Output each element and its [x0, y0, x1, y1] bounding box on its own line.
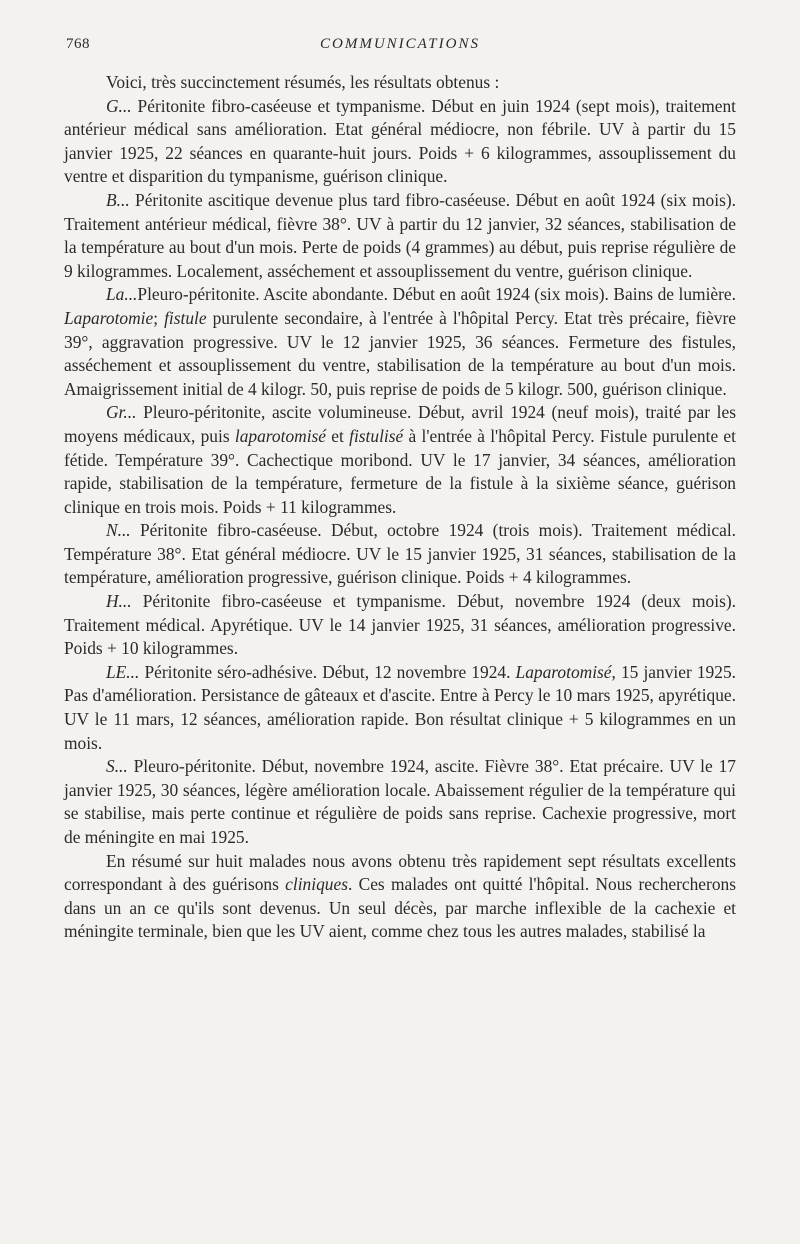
text-run: Péritonite fibro-caséeuse et tympanisme. Début, novembre 1924 (deux mois). Traitement médical. Apyrétique. UV le 14 janvier 1925, 31 séances, amélioration progressive. Poids + 10 kilogrammes.	[64, 591, 736, 659]
case-paragraph	[64, 283, 736, 401]
section-title: COMMUNICATIONS	[320, 36, 480, 52]
text-run: Pleuro-péritonite. Ascite abondante. Début en août 1924 (six mois). Bains de lumière.	[137, 284, 736, 305]
case-paragraph	[64, 590, 736, 661]
text-run: ;	[153, 307, 165, 328]
case-id: S...	[106, 756, 128, 777]
italic-term: cliniques	[285, 874, 348, 895]
italic-term: laparotomisé	[234, 425, 327, 446]
case-id: G...	[106, 95, 132, 116]
case-paragraph	[64, 661, 736, 755]
conclusion-paragraph	[64, 850, 736, 944]
text-run: et	[326, 425, 350, 446]
body-text	[64, 71, 736, 944]
running-head	[66, 36, 734, 58]
case-id: B...	[106, 189, 130, 210]
text-run: Péritonite séro-adhésive. Début, 12 novembre 1924.	[139, 661, 516, 682]
case-paragraph	[64, 95, 736, 189]
case-paragraph	[64, 401, 736, 519]
case-paragraph	[64, 189, 736, 283]
intro-paragraph: Voici, très succinctement résumés, les résultats obtenus :	[106, 72, 500, 92]
case-id: Gr...	[106, 402, 137, 423]
text-run: Péritonite ascitique devenue plus tard fibro-caséeuse. Début en août 1924 (six mois). Traitement antérieur médical, fièvre 38°. UV à partir du 12 janvier, 32 séances, stabilisation de la température au bout d'un mois. Perte de poids (4 grammes) au début, puis reprise régulière de 9 kilogrammes. Localement, asséchement et assouplissement du ventre, guérison clinique.	[64, 189, 736, 281]
case-id: N...	[106, 520, 131, 541]
italic-term: fistule	[164, 307, 207, 328]
case-id: LE...	[106, 661, 140, 682]
text-run: . Ces malades ont quitté l'hôpital. Nous rechercherons dans un an ce qu'ils sont devenus. Un seul décès, par marche inflexible de la cachexie et méningite terminale, bien que les UV aient, comme chez tous les autres malades, stabilisé la	[64, 874, 736, 942]
italic-term: Laparotomisé	[515, 661, 612, 682]
case-list	[64, 95, 736, 850]
case-id: H...	[106, 591, 132, 612]
italic-term: Laparotomie	[64, 307, 154, 328]
italic-term: fistulisé	[349, 425, 404, 446]
case-paragraph	[64, 755, 736, 849]
text-run: Péritonite fibro-caséeuse. Début, octobre 1924 (trois mois). Traitement médical. Température 38°. Etat général médiocre. UV le 15 janvier 1925, 31 séances, stabilisation de la température, amélioration progressive, guérison clinique. Poids + 4 kilogrammes.	[64, 520, 736, 588]
text-run: En résumé sur huit malades nous avons obtenu très rapidement sept résultats excellents correspondant à des guérisons	[64, 850, 736, 895]
case-id: La...	[106, 284, 138, 305]
page-number: 768	[66, 36, 90, 52]
text-run: Péritonite fibro-caséeuse et tympanisme. Début en juin 1924 (sept mois), traitement antérieur médical sans amélioration. Etat général médiocre, non fébrile. UV à partir du 15 janvier 1925, 22 séances en quarante-huit jours. Poids + 6 kilogrammes, assouplissement du ventre et disparition du tympanisme, guérison clinique.	[64, 95, 736, 187]
text-run: , 15 janvier 1925. Pas d'amélioration. Persistance de gâteaux et d'ascite. Entre à Percy le 10 mars 1925, apyrétique. UV le 11 mars, 12 séances, amélioration rapide. Bon résultat clinique + 5 kilogrammes en un mois.	[64, 661, 736, 753]
text-run: Pleuro-péritonite, ascite volumineuse. Début, avril 1924 (neuf mois), traité par les moyens médicaux, puis	[64, 402, 736, 446]
text-run: purulente secondaire, à l'entrée à l'hôpital Percy. Etat très précaire, fièvre 39°, aggravation progressive. UV le 12 janvier 1925, 36 séances. Fermeture des fistules, asséchement et assouplissement du ventre, stabilisation de la température au bout d'un mois. Amaigrissement initial de 4 kilogr. 50, puis reprise de poids de 5 kilogr. 500, guérison clinique.	[64, 307, 736, 399]
case-paragraph	[64, 519, 736, 590]
text-run: à l'entrée à l'hôpital Percy. Fistule purulente et fétide. Température 39°. Cachectique moribond. UV le 17 janvier, 34 séances, amélioration rapide, stabilisation de la température, fermeture de la fistule à la sixième séance, guérison clinique en trois mois. Poids + 11 kilogrammes.	[64, 425, 736, 517]
text-run: Pleuro-péritonite. Début, novembre 1924, ascite. Fièvre 38°. Etat précaire. UV le 17 janvier 1925, 30 séances, légère amélioration locale. Abaissement régulier de la température qui se stabilise, mais perte continue et régulière de poids sans reprise. Cachexie progressive, mort de méningite en mai 1925.	[64, 756, 736, 847]
